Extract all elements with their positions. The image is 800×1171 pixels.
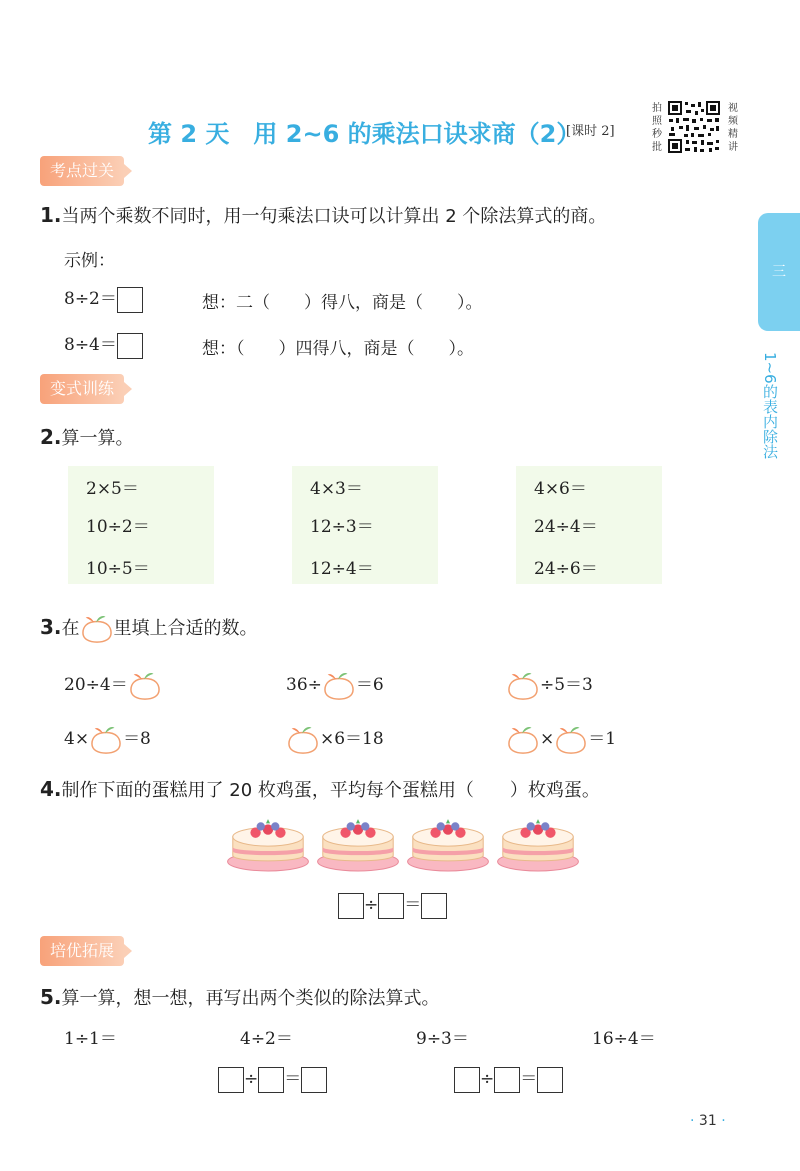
q1-row-1 [64,284,143,313]
chapter-label: 1~6的表内除法 [761,352,779,459]
question-2 [40,424,134,450]
q3-item-3 [506,670,593,701]
question-number: 4. [40,777,62,801]
answer-box[interactable] [301,1067,327,1093]
q4-equation [338,890,447,919]
section-badge-peiyou: 培优拓展 [40,936,124,966]
expression: ＝1 [588,729,617,749]
peach-answer-box[interactable] [506,671,540,701]
cake-icon [226,814,310,872]
expression: 8÷2＝ [64,289,117,309]
q1-think-1: 想：二（ ）得八，商是（ ）。 [202,293,483,313]
div-sign: ÷ [244,1069,259,1089]
peach-answer-box[interactable] [128,671,162,701]
question-text: 制作下面的蛋糕用了 20 枚鸡蛋，平均每个蛋糕用（ ）枚鸡蛋。 [61,780,600,801]
answer-box[interactable] [117,333,143,359]
question-number: 1. [40,203,62,227]
expression: 36÷ [286,675,322,695]
section-badge-bianshi: 变式训练 [40,374,124,404]
q3-item-2 [286,670,384,701]
expression: ＝6 [355,675,384,695]
eq-sign: ＝ [520,1069,538,1089]
q1-think-2: 想：（ ）四得八，商是（ ）。 [202,339,474,359]
expression: 20÷4＝ [64,675,128,695]
calc-item: 24÷6＝ [534,559,598,579]
qr-code-icon[interactable] [667,100,721,154]
q5-equation-1 [218,1064,327,1093]
answer-box[interactable] [378,893,404,919]
answer-box[interactable] [537,1067,563,1093]
calc-item: 4×3＝ [310,479,363,499]
question-text: 算一算。 [61,428,134,449]
question-text-after: 里填上合适的数。 [113,618,258,639]
question-1 [40,202,606,228]
question-number: 3. [40,615,62,639]
eq-sign: ＝ [284,1069,302,1089]
qr-left-label: 拍照秒批 [652,103,662,153]
q3-item-4 [64,724,151,755]
answer-box[interactable] [421,893,447,919]
calc-item: 4×6＝ [534,479,587,499]
page-title: 第 2 天 用 2~6 的乘法口诀求商（2） [148,120,581,148]
cake-icon [316,814,400,872]
q3-item-5 [286,724,384,755]
expression: ÷5＝3 [540,675,593,695]
peach-answer-box[interactable] [322,671,356,701]
page-dot: · [690,1113,695,1129]
q3-item-1 [64,670,162,701]
lesson-tag: [课时 2] [566,124,615,139]
qr-right-label: 视频精讲 [728,103,738,153]
page-number-value: 31 [698,1113,717,1129]
question-text: 当两个乘数不同时，用一句乘法口诀可以计算出 2 个除法算式的商。 [61,206,607,227]
calc-item: 2×5＝ [86,479,139,499]
question-5 [40,984,440,1010]
div-sign: ÷ [480,1069,495,1089]
q5-expr: 4÷2＝ [240,1029,293,1049]
expression: ×6＝18 [320,729,384,749]
q5-equation-2 [454,1064,563,1093]
answer-box[interactable] [117,287,143,313]
question-number: 5. [40,985,62,1009]
q1-row-2 [64,330,143,359]
answer-box[interactable] [218,1067,244,1093]
expression: 4× [64,729,90,749]
chapter-tab[interactable] [758,213,800,331]
answer-box[interactable] [338,893,364,919]
cake-icon [406,814,490,872]
question-3 [40,614,258,644]
q5-expr: 9÷3＝ [416,1029,469,1049]
q5-expr: 16÷4＝ [592,1029,656,1049]
expression: × [540,729,555,749]
expression: ＝8 [123,729,151,749]
q3-item-6 [506,724,616,755]
question-text: 算一算，想一想，再写出两个类似的除法算式。 [61,988,440,1009]
question-text-before: 在 [61,618,80,639]
calc-item: 10÷5＝ [86,559,150,579]
q5-expr: 1÷1＝ [64,1029,117,1049]
page-number [690,1113,726,1129]
calc-item: 10÷2＝ [86,517,150,537]
peach-answer-box[interactable] [286,725,320,755]
example-label: 示例： [64,251,115,271]
calc-column-3 [516,466,662,584]
eq-sign: ＝ [404,895,422,915]
peach-box-icon [80,614,114,644]
section-badge-kaodian: 考点过关 [40,156,124,186]
chapter-number: 三 [772,264,786,280]
page-dot: · [721,1113,726,1129]
calc-column-2 [292,466,438,584]
calc-column-1 [68,466,214,584]
question-number: 2. [40,425,62,449]
answer-box[interactable] [494,1067,520,1093]
cake-row [226,814,586,874]
answer-box[interactable] [454,1067,480,1093]
peach-answer-box[interactable] [89,725,123,755]
calc-item: 24÷4＝ [534,517,598,537]
cake-icon [496,814,580,872]
calc-item: 12÷4＝ [310,559,374,579]
answer-box[interactable] [258,1067,284,1093]
question-4 [40,776,600,802]
expression: 8÷4＝ [64,335,117,355]
div-sign: ÷ [364,895,379,915]
peach-answer-box[interactable] [506,725,540,755]
peach-answer-box[interactable] [554,725,588,755]
calc-item: 12÷3＝ [310,517,374,537]
